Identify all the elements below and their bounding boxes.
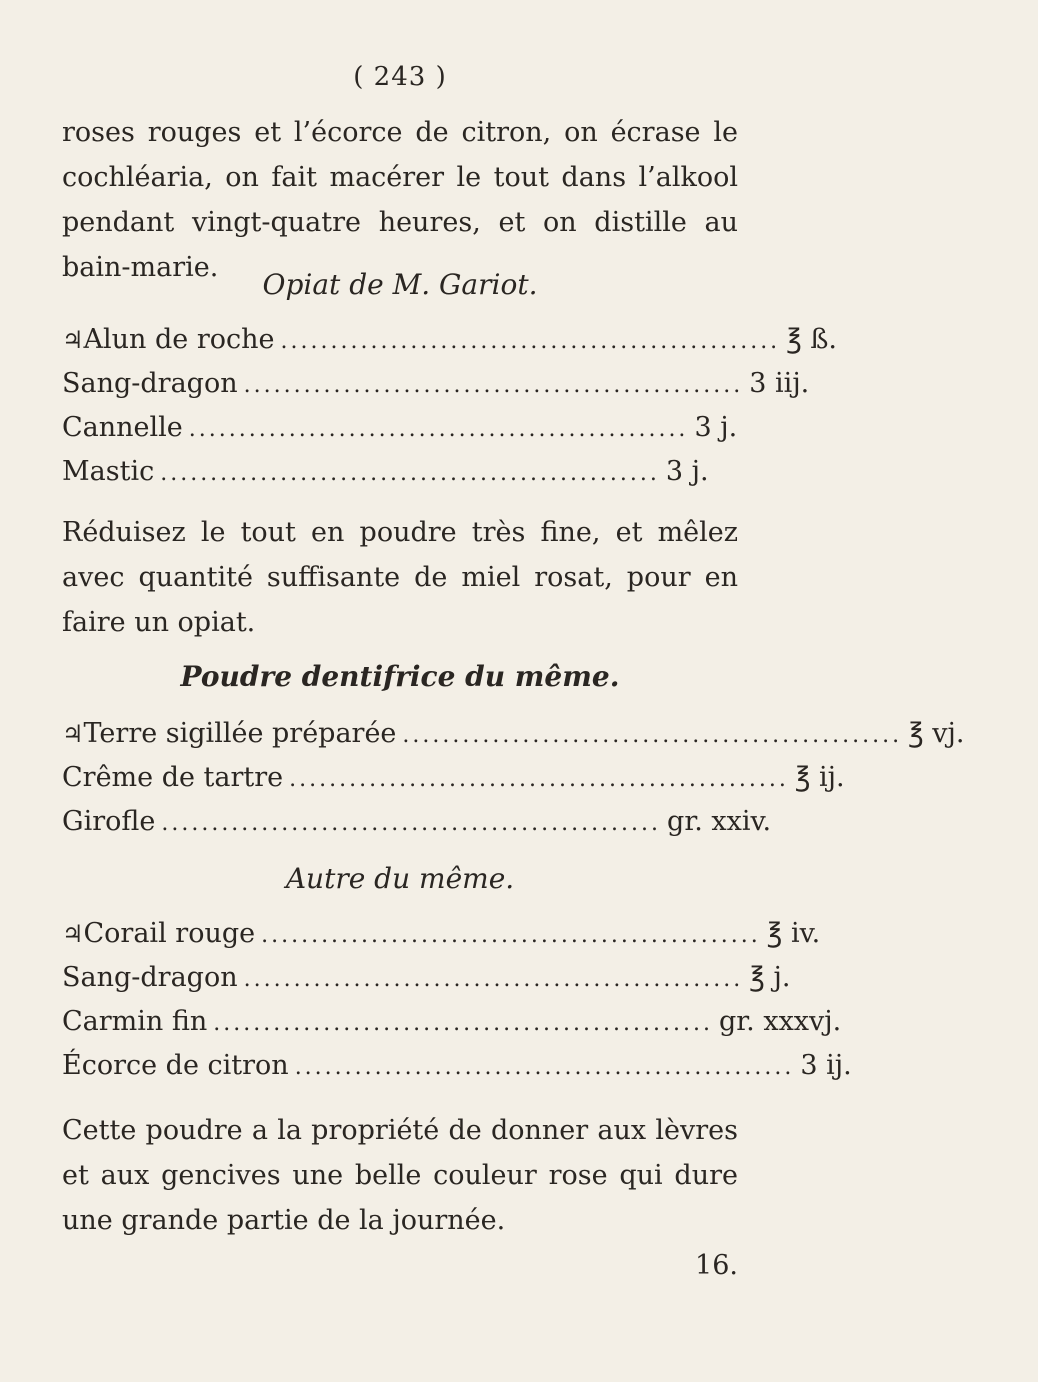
section-title-autre: Autre du même.: [285, 862, 515, 895]
recipe-opiat: [62, 318, 837, 494]
recipe-row: [62, 1044, 852, 1088]
recipe-row: [62, 956, 791, 1000]
recipe-row: [62, 712, 965, 756]
recipe-row: [62, 912, 821, 956]
dot-leader: ..................................................: [213, 1011, 713, 1036]
ingredient-qty: 3 iij.: [749, 368, 810, 399]
recipe-row: [62, 362, 810, 406]
ingredient-name: Sang-dragon: [62, 368, 238, 399]
ingredient-name: Carmin fin: [62, 1006, 208, 1037]
recipe-row: [62, 406, 738, 450]
recipe-symbol: ♃: [62, 920, 84, 948]
ingredient-qty: 3 ij.: [800, 1050, 852, 1081]
ingredient-name: Cannelle: [62, 412, 183, 443]
ingredient-qty: ℥ ij.: [794, 762, 845, 793]
ingredient-qty: gr. xxxvj.: [718, 1006, 842, 1037]
dot-leader: ..................................................: [280, 329, 781, 354]
recipe-row: [62, 756, 845, 800]
autre-description: Cette poudre a la propriété de donner aux lèvres et aux gencives une belle couleur rose qui dure une grande partie de la journée.: [62, 1115, 738, 1236]
ingredient-name: Corail rouge: [83, 918, 256, 949]
ingredient-qty: ℥ iv.: [766, 918, 821, 949]
ingredient-qty: ℥ vj.: [908, 718, 965, 749]
ingredient-name: Terre sigillée préparée: [83, 718, 397, 749]
intro-paragraph: roses rouges et l’écorce de citron, on écrase le cochléaria, on fait macérer le tout dans l’alkool pendant vingt-quatre heures, et on distille au bain-marie.: [62, 117, 738, 283]
ingredient-name: Crême de tartre: [62, 762, 284, 793]
ingredient-qty: ℥ j.: [749, 962, 791, 993]
opiat-instructions: Réduisez le tout en poudre très fine, et mêlez avec quantité suffisante de miel rosat, pour en faire un opiat.: [62, 517, 738, 638]
dot-leader: ..................................................: [160, 461, 660, 486]
ingredient-name: Mastic: [62, 456, 155, 487]
recipe-autre: [62, 912, 852, 1088]
dot-leader: ..................................................: [261, 923, 761, 948]
dot-leader: ..................................................: [161, 811, 662, 836]
ingredient-qty: ℥ ß.: [786, 324, 837, 355]
ingredient-name: Sang-dragon: [62, 962, 238, 993]
section-title-poudre: Poudre dentifrice du même.: [180, 660, 620, 693]
recipe-poudre: [62, 712, 965, 844]
ingredient-name: Alun de roche: [83, 324, 275, 355]
recipe-symbol: ♃: [62, 720, 84, 748]
dot-leader: ..................................................: [294, 1055, 795, 1080]
ingredient-qty: gr. xxiv.: [667, 806, 772, 837]
dot-leader: ..................................................: [243, 373, 744, 398]
ingredient-name: Girofle: [62, 806, 156, 837]
dot-leader: ..................................................: [289, 767, 789, 792]
recipe-row: [62, 1000, 842, 1044]
ingredient-qty: 3 j.: [694, 412, 738, 443]
ingredient-qty: 3 j.: [665, 456, 709, 487]
recipe-row: [62, 450, 738, 494]
dot-leader: ..................................................: [402, 723, 903, 748]
section-title-opiat: Opiat de M. Gariot.: [262, 268, 538, 301]
recipe-row: [62, 800, 772, 844]
signature-mark: 16.: [695, 1250, 738, 1281]
recipe-row: [62, 318, 837, 362]
ingredient-name: Écorce de citron: [62, 1050, 289, 1081]
dot-leader: ..................................................: [188, 417, 689, 442]
page-number: ( 243 ): [353, 62, 447, 92]
dot-leader: ..................................................: [243, 967, 744, 992]
recipe-symbol: ♃: [62, 326, 84, 354]
